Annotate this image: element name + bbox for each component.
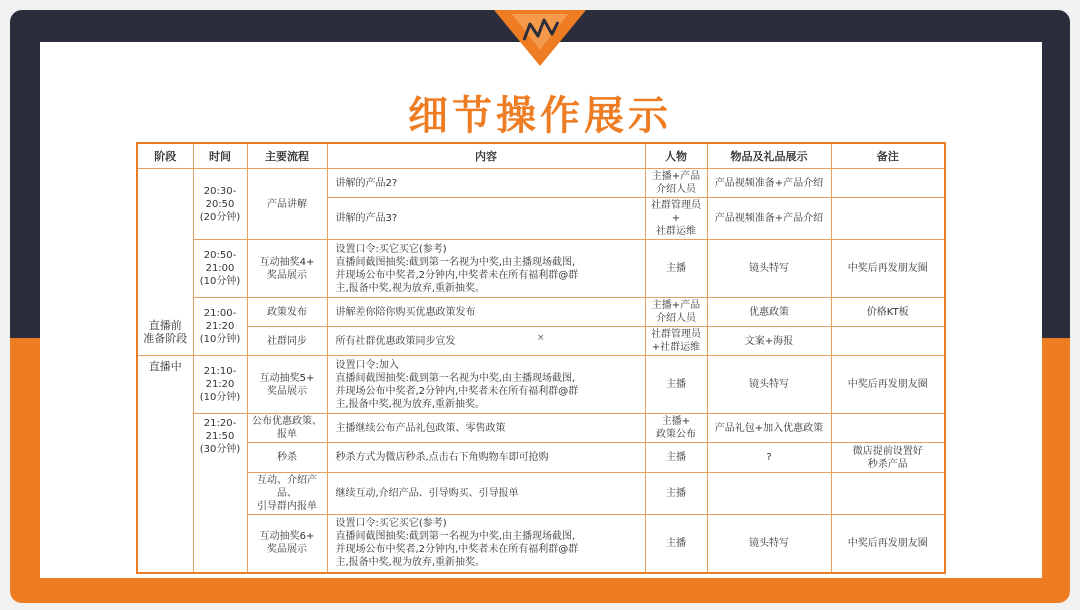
close-icon: × — [537, 333, 545, 343]
note-cell — [831, 414, 945, 443]
person-cell: 主播 — [645, 473, 707, 515]
time-cell: 20:50-21:00 (10分钟) — [193, 240, 247, 298]
items-cell: 优惠政策 — [707, 298, 831, 327]
items-cell: 产品视频准备+产品介绍 — [707, 169, 831, 198]
person-cell: 社群管理员+ 社群运维 — [645, 198, 707, 240]
table-row — [137, 298, 945, 327]
flow-cell: 互动、介绍产品、 引导群内报单 — [247, 473, 327, 515]
table-row — [137, 356, 945, 414]
flow-cell: 互动抽奖4+ 奖品展示 — [247, 240, 327, 298]
header-person: 人物 — [645, 143, 707, 169]
flow-cell: 产品讲解 — [247, 169, 327, 240]
items-cell: 镜头特写 — [707, 240, 831, 298]
table-row — [137, 240, 945, 298]
flow-cell: 政策发布 — [247, 298, 327, 327]
detail-operation-table — [136, 142, 946, 574]
stage-cell: 直播前 准备阶段 — [137, 169, 193, 356]
person-cell: 社群管理员 +社群运维 — [645, 327, 707, 356]
header-stage: 阶段 — [137, 143, 193, 169]
time-cell: 21:00-21:20 (10分钟) — [193, 298, 247, 356]
items-cell: 文案+海报 — [707, 327, 831, 356]
table-row — [137, 473, 945, 515]
content-cell: 讲解差你陪你购买优惠政策发布 — [327, 298, 645, 327]
items-cell: 镜头特写 — [707, 356, 831, 414]
lightning-zigzag-icon — [494, 10, 586, 66]
items-cell — [707, 473, 831, 515]
content-cell: 设置口令:加入 直播间截图抽奖:截到第一名视为中奖,由主播现场截图, 并现场公布中奖者,2分钟内,中奖者未在所有福利群@群 主,报备中奖,视为放弃,重新抽奖。 — [327, 356, 645, 414]
time-cell: 21:10-21:20 (10分钟) — [193, 356, 247, 414]
time-cell: 21:20-21:50 (30分钟) — [193, 414, 247, 573]
note-cell: 中奖后再发朋友圈 — [831, 515, 945, 573]
items-cell: ? — [707, 443, 831, 473]
header-time: 时间 — [193, 143, 247, 169]
content-cell: 设置口令:买它买它(参考) 直播间截图抽奖:截到第一名视为中奖,由主播现场截图, 并现场公布中奖者,2分钟内,中奖者未在所有福利群@群 主,报备中奖,视为放弃,重新抽奖。 — [327, 515, 645, 573]
note-cell — [831, 169, 945, 198]
table-row — [137, 414, 945, 443]
flow-cell: 互动抽奖5+ 奖品展示 — [247, 356, 327, 414]
person-cell: 主播 — [645, 356, 707, 414]
flow-cell: 社群同步 — [247, 327, 327, 356]
note-cell: 中奖后再发朋友圈 — [831, 240, 945, 298]
content-cell: 继续互动,介绍产品、引导购买、引导报单 — [327, 473, 645, 515]
content-cell: 讲解的产品2? — [327, 169, 645, 198]
person-cell: 主播+产品 介绍人员 — [645, 298, 707, 327]
page-title: 细节操作展示 — [408, 93, 672, 139]
content-cell: 设置口令:买它买它(参考) 直播间截图抽奖:截到第一名视为中奖,由主播现场截图, 并现场公布中奖者,2分钟内,中奖者未在所有福利群@群 主,报备中奖,视为放弃,重新抽奖。 — [327, 240, 645, 298]
table-row — [137, 443, 945, 473]
person-cell: 主播+产品 介绍人员 — [645, 169, 707, 198]
content-cell: 秒杀方式为微店秒杀,点击右下角购物车即可抢购 — [327, 443, 645, 473]
person-cell: 主播 — [645, 443, 707, 473]
items-cell: 镜头特写 — [707, 515, 831, 573]
person-cell: 主播 — [645, 240, 707, 298]
note-cell: 微店提前设置好 秒杀产品 — [831, 443, 945, 473]
header-content: 内容 — [327, 143, 645, 169]
flow-cell: 秒杀 — [247, 443, 327, 473]
content-cell: 所有社群优惠政策同步宣发 — [327, 327, 645, 356]
person-cell: 主播 — [645, 515, 707, 573]
items-cell: 产品礼包+加入优惠政策 — [707, 414, 831, 443]
note-cell — [831, 327, 945, 356]
header-flow: 主要流程 — [247, 143, 327, 169]
note-cell — [831, 198, 945, 240]
time-cell: 20:30-20:50 (20分钟) — [193, 169, 247, 240]
table-row — [137, 515, 945, 573]
header-items: 物品及礼品展示 — [707, 143, 831, 169]
header-note: 备注 — [831, 143, 945, 169]
note-cell: 价格KT板 — [831, 298, 945, 327]
table-row — [137, 169, 945, 198]
content-cell: 讲解的产品3? — [327, 198, 645, 240]
note-cell — [831, 473, 945, 515]
person-cell: 主播+ 政策公布 — [645, 414, 707, 443]
flow-cell: 公布优惠政策、报单 — [247, 414, 327, 443]
content-cell: 主播继续公布产品礼包政策、零售政策 — [327, 414, 645, 443]
note-cell: 中奖后再发朋友圈 — [831, 356, 945, 414]
stage-cell: 直播中 — [137, 356, 193, 573]
table-header-row — [137, 143, 945, 169]
items-cell: 产品视频准备+产品介绍 — [707, 198, 831, 240]
flow-cell: 互动抽奖6+ 奖品展示 — [247, 515, 327, 573]
